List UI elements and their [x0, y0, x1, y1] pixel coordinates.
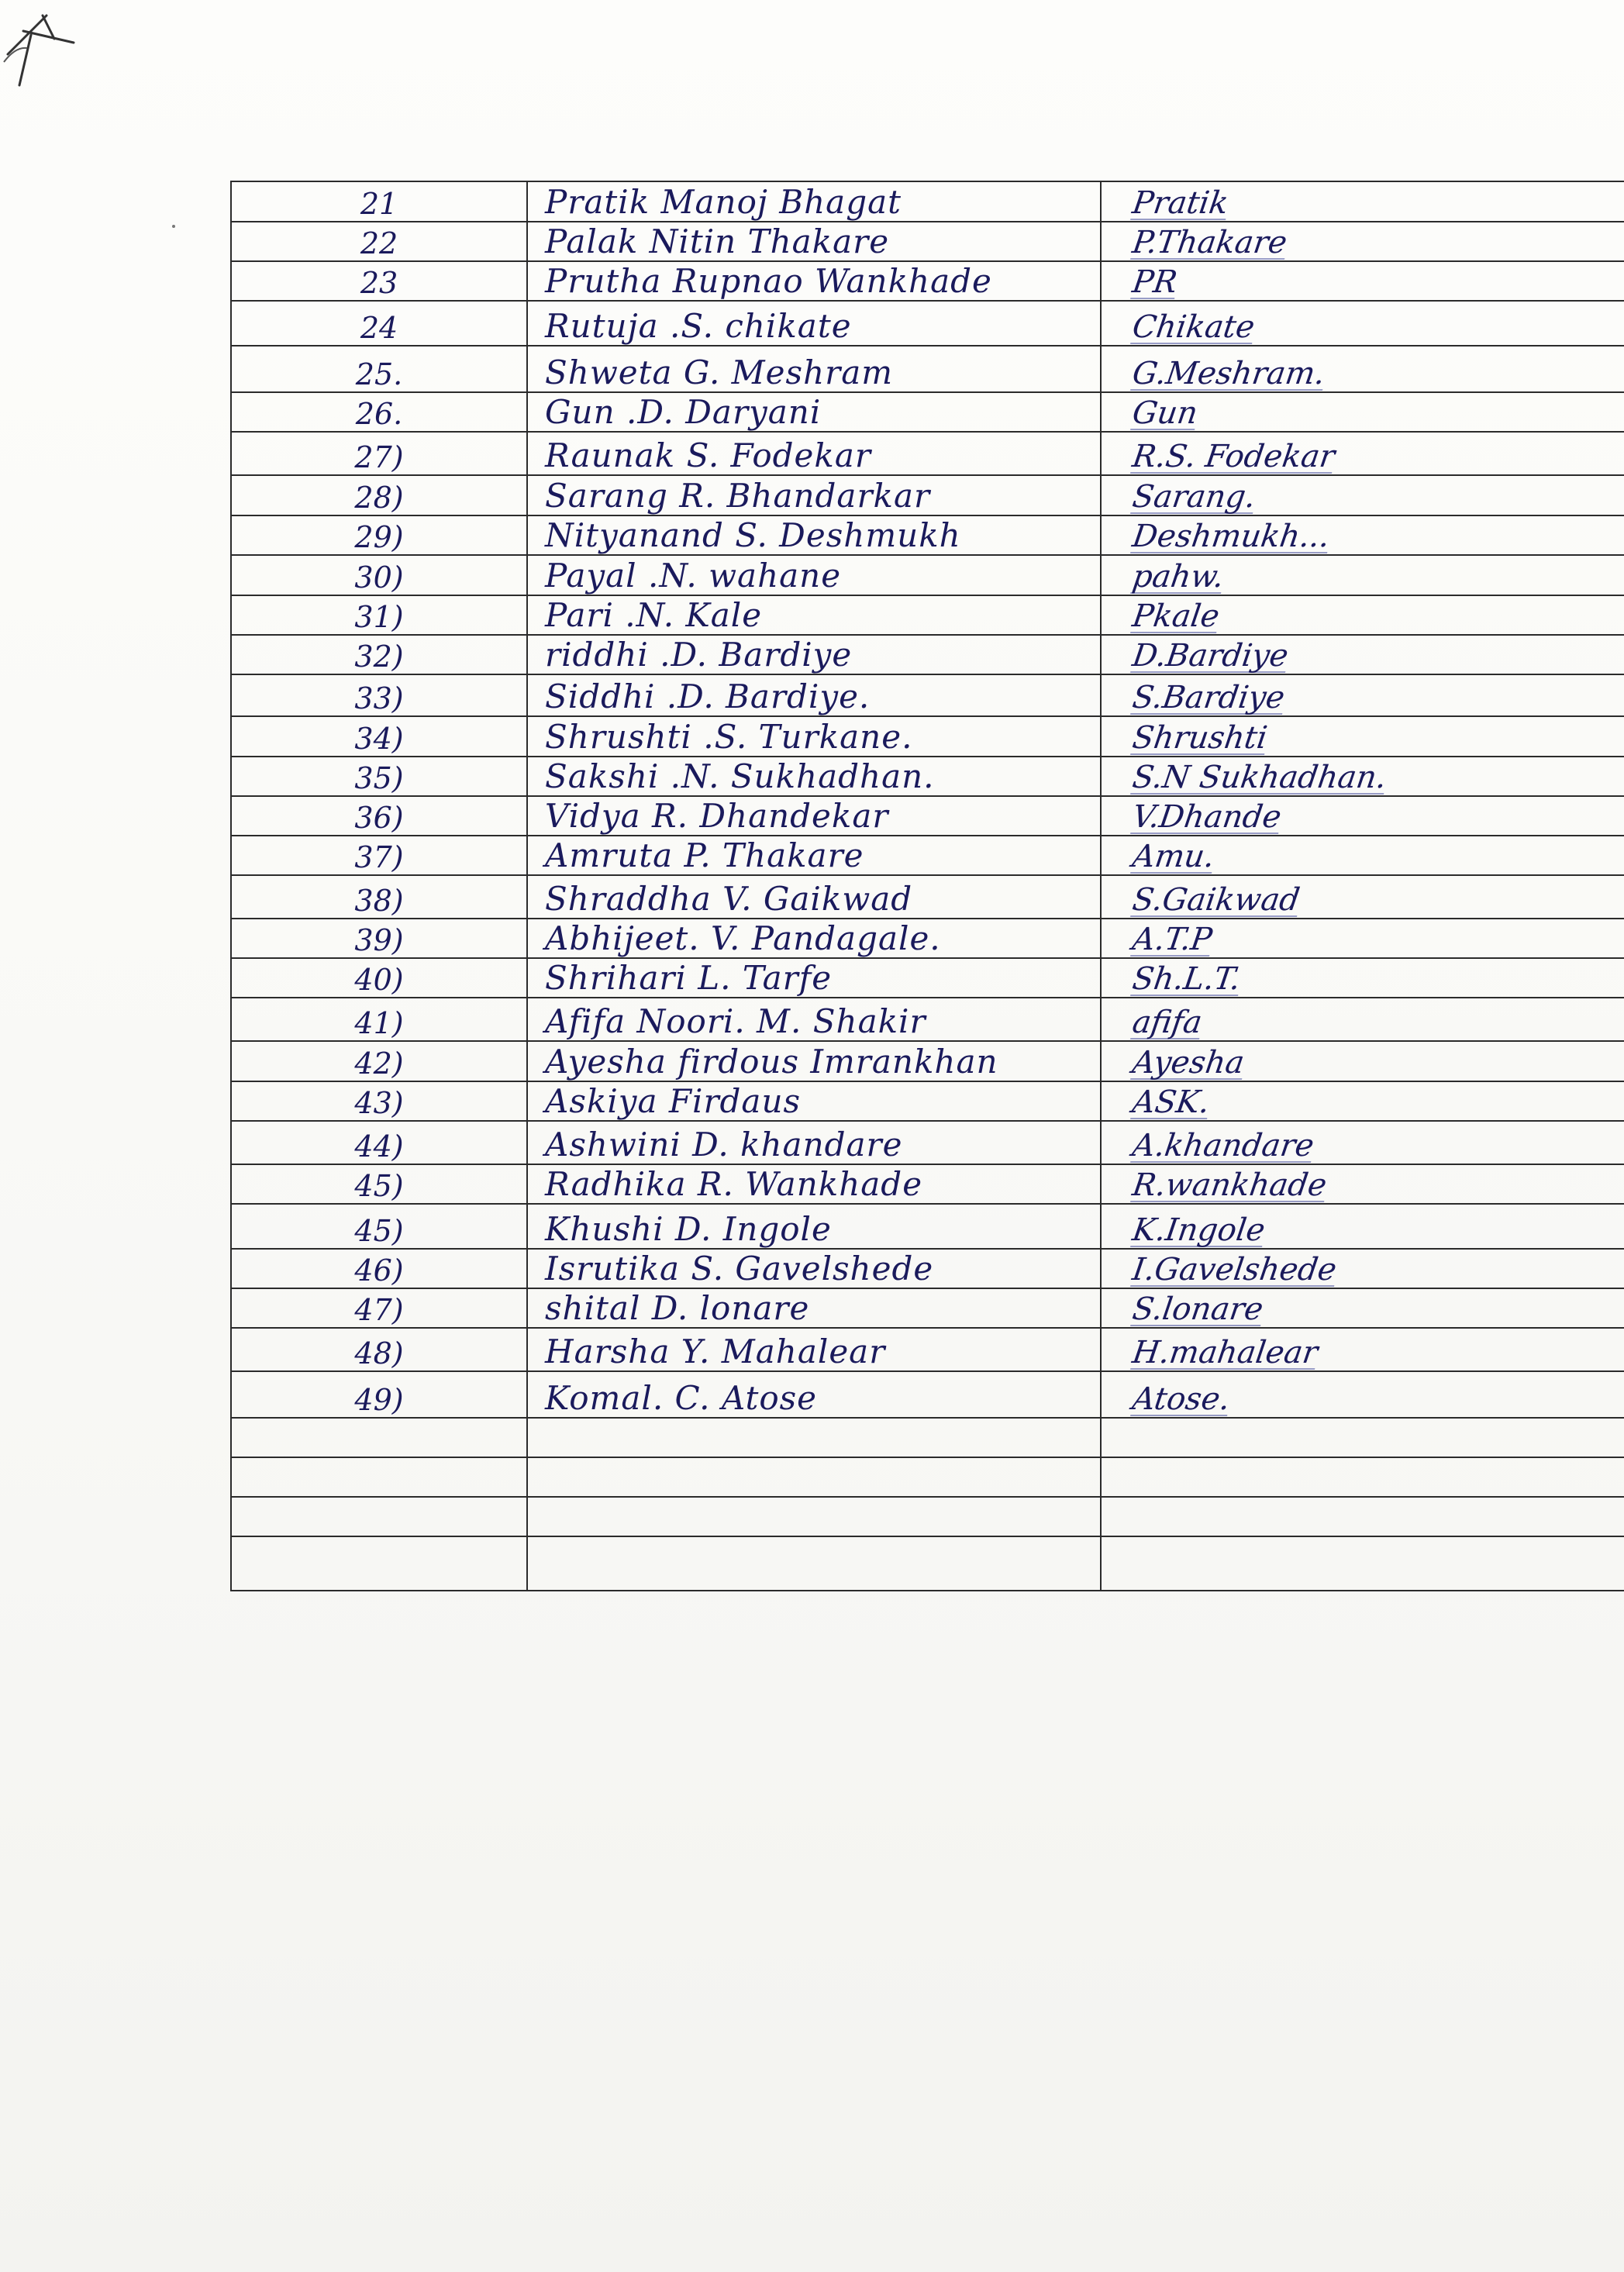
student-name: Sarang R. Bhandarkar: [545, 477, 931, 515]
row-number: 47): [354, 1293, 404, 1327]
table-row: [231, 1121, 1624, 1164]
row-number-cell: [231, 1041, 527, 1081]
student-name: Shweta G. Meshram: [545, 353, 894, 391]
handwritten-signature: Atose.: [1129, 1381, 1233, 1417]
student-name: Vidya R. Dhandekar: [545, 797, 889, 835]
handwritten-signature: A.khandare: [1129, 1128, 1316, 1164]
student-name-cell: [527, 1164, 1101, 1204]
student-name: Afifa Noori. M. Shakir: [545, 1002, 926, 1040]
student-name: Radhika R. Wankhade: [545, 1165, 923, 1203]
handwritten-signature: Ayesha: [1129, 1045, 1247, 1081]
signature-cell: [1101, 181, 1624, 222]
student-name: Raunak S. Fodekar: [545, 436, 871, 474]
table-row: [231, 1081, 1624, 1121]
signature-cell: [1101, 515, 1624, 555]
student-name-cell: [527, 222, 1101, 261]
student-name: Harsha Y. Mahalear: [545, 1333, 886, 1370]
row-number: 22: [360, 226, 398, 260]
row-number-cell: [231, 261, 527, 301]
student-name: Khushi D. Ingole: [545, 1210, 832, 1248]
student-name: Siddhi .D. Bardiye.: [545, 677, 871, 715]
handwritten-signature: Pkale: [1129, 598, 1222, 634]
row-number-cell: [231, 222, 527, 261]
row-number: 39): [354, 923, 404, 957]
student-name-cell: [527, 958, 1101, 998]
handwritten-signature: A.T.P: [1129, 922, 1215, 957]
row-number: 33): [354, 681, 404, 715]
handwritten-signature: Amu.: [1129, 839, 1217, 874]
row-number: 45): [354, 1169, 404, 1203]
attendance-register: [230, 181, 1624, 1931]
table-row: [231, 1418, 1624, 1457]
handwritten-signature: S.N Sukhadhan.: [1129, 760, 1389, 795]
student-name: Gun .D. Daryani: [545, 393, 822, 431]
student-name: shital D. lonare: [545, 1289, 810, 1327]
pen-scribble-mark: [0, 0, 124, 109]
table-row: [231, 716, 1624, 757]
student-name-cell: [527, 181, 1101, 222]
table-row: [231, 222, 1624, 261]
handwritten-signature: P.Thakare: [1129, 225, 1290, 260]
signature-cell: [1101, 1204, 1624, 1249]
signature-cell: [1101, 796, 1624, 836]
handwritten-signature: Gun: [1129, 395, 1200, 431]
student-name-cell: [527, 1041, 1101, 1081]
row-number-cell: [231, 555, 527, 595]
student-name: Amruta P. Thakare: [545, 836, 864, 874]
handwritten-signature: D.Bardiye: [1129, 638, 1291, 674]
handwritten-signature: S.Bardiye: [1129, 680, 1288, 715]
row-number: 46): [354, 1253, 404, 1288]
student-name-cell: [527, 757, 1101, 796]
table-row: [231, 1328, 1624, 1371]
handwritten-signature: G.Meshram.: [1129, 356, 1328, 391]
row-number-cell: [231, 1081, 527, 1121]
table-row: [231, 757, 1624, 796]
table-row: [231, 796, 1624, 836]
signature-cell: [1101, 919, 1624, 958]
row-number-cell: [231, 875, 527, 919]
row-number: 35): [354, 761, 404, 795]
handwritten-signature: S.Gaikwad: [1129, 882, 1302, 918]
row-number: 21: [360, 187, 398, 221]
table-row: [231, 1204, 1624, 1249]
student-name-cell: [527, 1081, 1101, 1121]
row-number: 23: [360, 266, 398, 300]
table-row: [231, 475, 1624, 515]
table-row: [231, 635, 1624, 674]
handwritten-signature: R.wankhade: [1129, 1167, 1329, 1203]
row-number-cell: [231, 1288, 527, 1328]
student-name-cell: [527, 1497, 1101, 1536]
row-number-cell: [231, 1328, 527, 1371]
student-name-cell: [527, 301, 1101, 346]
handwritten-signature: afifa: [1129, 1005, 1205, 1040]
row-number-cell: [231, 595, 527, 635]
row-number: 31): [354, 600, 404, 634]
signature-cell: [1101, 1418, 1624, 1457]
student-name-cell: [527, 346, 1101, 392]
student-name-cell: [527, 1288, 1101, 1328]
table-row: [231, 261, 1624, 301]
signature-cell: [1101, 1371, 1624, 1418]
table-row: [231, 1041, 1624, 1081]
table-row: [231, 1371, 1624, 1418]
row-number: 30): [354, 560, 404, 595]
signature-cell: [1101, 1497, 1624, 1536]
row-number-cell: [231, 1457, 527, 1497]
table-row: [231, 875, 1624, 919]
student-name-cell: [527, 875, 1101, 919]
student-name-cell: [527, 1328, 1101, 1371]
row-number-cell: [231, 796, 527, 836]
student-name: Sakshi .N. Sukhadhan.: [545, 757, 935, 795]
table-row: [231, 1164, 1624, 1204]
row-number: 41): [354, 1006, 404, 1040]
handwritten-signature: Sarang.: [1129, 479, 1258, 515]
row-number-cell: [231, 301, 527, 346]
table-row: [231, 836, 1624, 875]
row-number-cell: [231, 958, 527, 998]
handwritten-signature: H.mahalear: [1129, 1335, 1320, 1370]
table-row: [231, 515, 1624, 555]
row-number-cell: [231, 836, 527, 875]
handwritten-signature: Sh.L.T.: [1129, 961, 1243, 997]
handwritten-signature: V.Dhande: [1129, 799, 1284, 835]
row-number: 29): [354, 520, 404, 554]
signature-cell: [1101, 1457, 1624, 1497]
row-number-cell: [231, 919, 527, 958]
row-number-cell: [231, 716, 527, 757]
row-number: 27): [354, 440, 404, 474]
row-number: 36): [354, 801, 404, 835]
student-name-cell: [527, 635, 1101, 674]
student-name-cell: [527, 1249, 1101, 1288]
student-name-cell: [527, 1457, 1101, 1497]
table-row: [231, 1536, 1624, 1591]
handwritten-signature: Deshmukh...: [1129, 519, 1333, 554]
student-name: Payal .N. wahane: [545, 557, 842, 595]
signature-cell: [1101, 716, 1624, 757]
signature-cell: [1101, 301, 1624, 346]
table-row: [231, 1457, 1624, 1497]
student-name: Shraddha V. Gaikwad: [545, 880, 913, 918]
student-name: Abhijeet. V. Pandagale.: [545, 919, 941, 957]
row-number: 25.: [355, 357, 403, 391]
student-name: Komal. C. Atose: [545, 1379, 818, 1417]
signature-cell: [1101, 1536, 1624, 1591]
signature-cell: [1101, 432, 1624, 475]
signature-cell: [1101, 836, 1624, 875]
row-number: 40): [354, 963, 404, 997]
signature-cell: [1101, 1164, 1624, 1204]
row-number: 26.: [355, 397, 403, 431]
row-number: 45): [354, 1214, 404, 1248]
signature-cell: [1101, 674, 1624, 716]
student-name-cell: [527, 1204, 1101, 1249]
table-row: [231, 181, 1624, 222]
handwritten-signature: Chikate: [1129, 309, 1257, 345]
handwritten-signature: Shrushti: [1129, 720, 1270, 756]
table-row: [231, 392, 1624, 432]
student-name-cell: [527, 475, 1101, 515]
signature-cell: [1101, 555, 1624, 595]
signature-cell: [1101, 222, 1624, 261]
student-name: Nityanand S. Deshmukh: [545, 516, 961, 554]
ink-dot: [172, 225, 175, 228]
row-number-cell: [231, 674, 527, 716]
row-number: 24: [360, 311, 398, 345]
student-name-cell: [527, 716, 1101, 757]
student-name-cell: [527, 836, 1101, 875]
student-name: Prutha Rupnao Wankhade: [545, 262, 992, 300]
row-number: 49): [354, 1383, 404, 1417]
signature-cell: [1101, 875, 1624, 919]
row-number-cell: [231, 635, 527, 674]
row-number-cell: [231, 515, 527, 555]
row-number-cell: [231, 181, 527, 222]
table-row: [231, 432, 1624, 475]
row-number: 44): [354, 1129, 404, 1164]
handwritten-signature: K.Ingole: [1129, 1212, 1267, 1248]
student-name-cell: [527, 796, 1101, 836]
row-number-cell: [231, 1497, 527, 1536]
table-row: [231, 919, 1624, 958]
handwritten-signature: Pratik: [1129, 185, 1231, 221]
student-name-cell: [527, 1418, 1101, 1457]
student-name-cell: [527, 432, 1101, 475]
student-name-cell: [527, 1536, 1101, 1591]
table-row: [231, 1497, 1624, 1536]
signature-cell: [1101, 1121, 1624, 1164]
row-number-cell: [231, 1418, 527, 1457]
table-row: [231, 346, 1624, 392]
row-number-cell: [231, 998, 527, 1041]
row-number-cell: [231, 432, 527, 475]
table-row: [231, 301, 1624, 346]
handwritten-signature: S.lonare: [1129, 1291, 1266, 1327]
handwritten-signature: I.Gavelshede: [1129, 1252, 1339, 1288]
student-name: riddhi .D. Bardiye: [545, 636, 853, 674]
student-name-cell: [527, 998, 1101, 1041]
handwritten-signature: R.S. Fodekar: [1129, 439, 1337, 474]
student-name: Pratik Manoj Bhagat: [545, 183, 902, 221]
row-number: 38): [354, 884, 404, 918]
student-name-cell: [527, 392, 1101, 432]
student-name: Pari .N. Kale: [545, 596, 763, 634]
student-name-cell: [527, 555, 1101, 595]
table-row: [231, 555, 1624, 595]
student-name: Rutuja .S. chikate: [545, 307, 852, 345]
student-name-cell: [527, 595, 1101, 635]
student-name: Ayesha firdous Imrankhan: [545, 1043, 998, 1081]
row-number-cell: [231, 1121, 527, 1164]
signature-cell: [1101, 1081, 1624, 1121]
row-number: 48): [354, 1336, 404, 1370]
student-name: Palak Nitin Thakare: [545, 222, 890, 260]
signature-cell: [1101, 958, 1624, 998]
signature-cell: [1101, 998, 1624, 1041]
signature-cell: [1101, 757, 1624, 796]
student-name-cell: [527, 1121, 1101, 1164]
table-row: [231, 958, 1624, 998]
table-row: [231, 998, 1624, 1041]
student-name: Shrihari L. Tarfe: [545, 959, 833, 997]
signature-cell: [1101, 635, 1624, 674]
table-row: [231, 595, 1624, 635]
row-number: 32): [354, 640, 404, 674]
register-table: [230, 181, 1624, 1591]
row-number-cell: [231, 1204, 527, 1249]
row-number: 28): [354, 481, 404, 515]
table-row: [231, 674, 1624, 716]
student-name: Isrutika S. Gavelshede: [545, 1250, 934, 1288]
signature-cell: [1101, 475, 1624, 515]
student-name-cell: [527, 919, 1101, 958]
table-row: [231, 1288, 1624, 1328]
row-number-cell: [231, 1249, 527, 1288]
register-table-body: [231, 181, 1624, 1591]
handwritten-signature: PR: [1129, 264, 1180, 300]
row-number-cell: [231, 757, 527, 796]
row-number-cell: [231, 475, 527, 515]
row-number-cell: [231, 1164, 527, 1204]
student-name-cell: [527, 261, 1101, 301]
signature-cell: [1101, 595, 1624, 635]
row-number-cell: [231, 392, 527, 432]
row-number: 37): [354, 840, 404, 874]
signature-cell: [1101, 1328, 1624, 1371]
signature-cell: [1101, 346, 1624, 392]
row-number-cell: [231, 1536, 527, 1591]
student-name: Askiya Firdaus: [545, 1082, 802, 1120]
handwritten-signature: ASK.: [1129, 1084, 1212, 1120]
student-name-cell: [527, 1371, 1101, 1418]
signature-cell: [1101, 261, 1624, 301]
signature-cell: [1101, 1249, 1624, 1288]
student-name: Shrushti .S. Turkane.: [545, 718, 913, 756]
student-name-cell: [527, 674, 1101, 716]
row-number-cell: [231, 346, 527, 392]
signature-cell: [1101, 1041, 1624, 1081]
row-number: 43): [354, 1086, 404, 1120]
handwritten-signature: pahw.: [1129, 559, 1226, 595]
row-number: 42): [354, 1046, 404, 1081]
table-row: [231, 1249, 1624, 1288]
row-number: 34): [354, 722, 404, 756]
student-name-cell: [527, 515, 1101, 555]
row-number-cell: [231, 1371, 527, 1418]
signature-cell: [1101, 392, 1624, 432]
student-name: Ashwini D. khandare: [545, 1126, 903, 1164]
signature-cell: [1101, 1288, 1624, 1328]
